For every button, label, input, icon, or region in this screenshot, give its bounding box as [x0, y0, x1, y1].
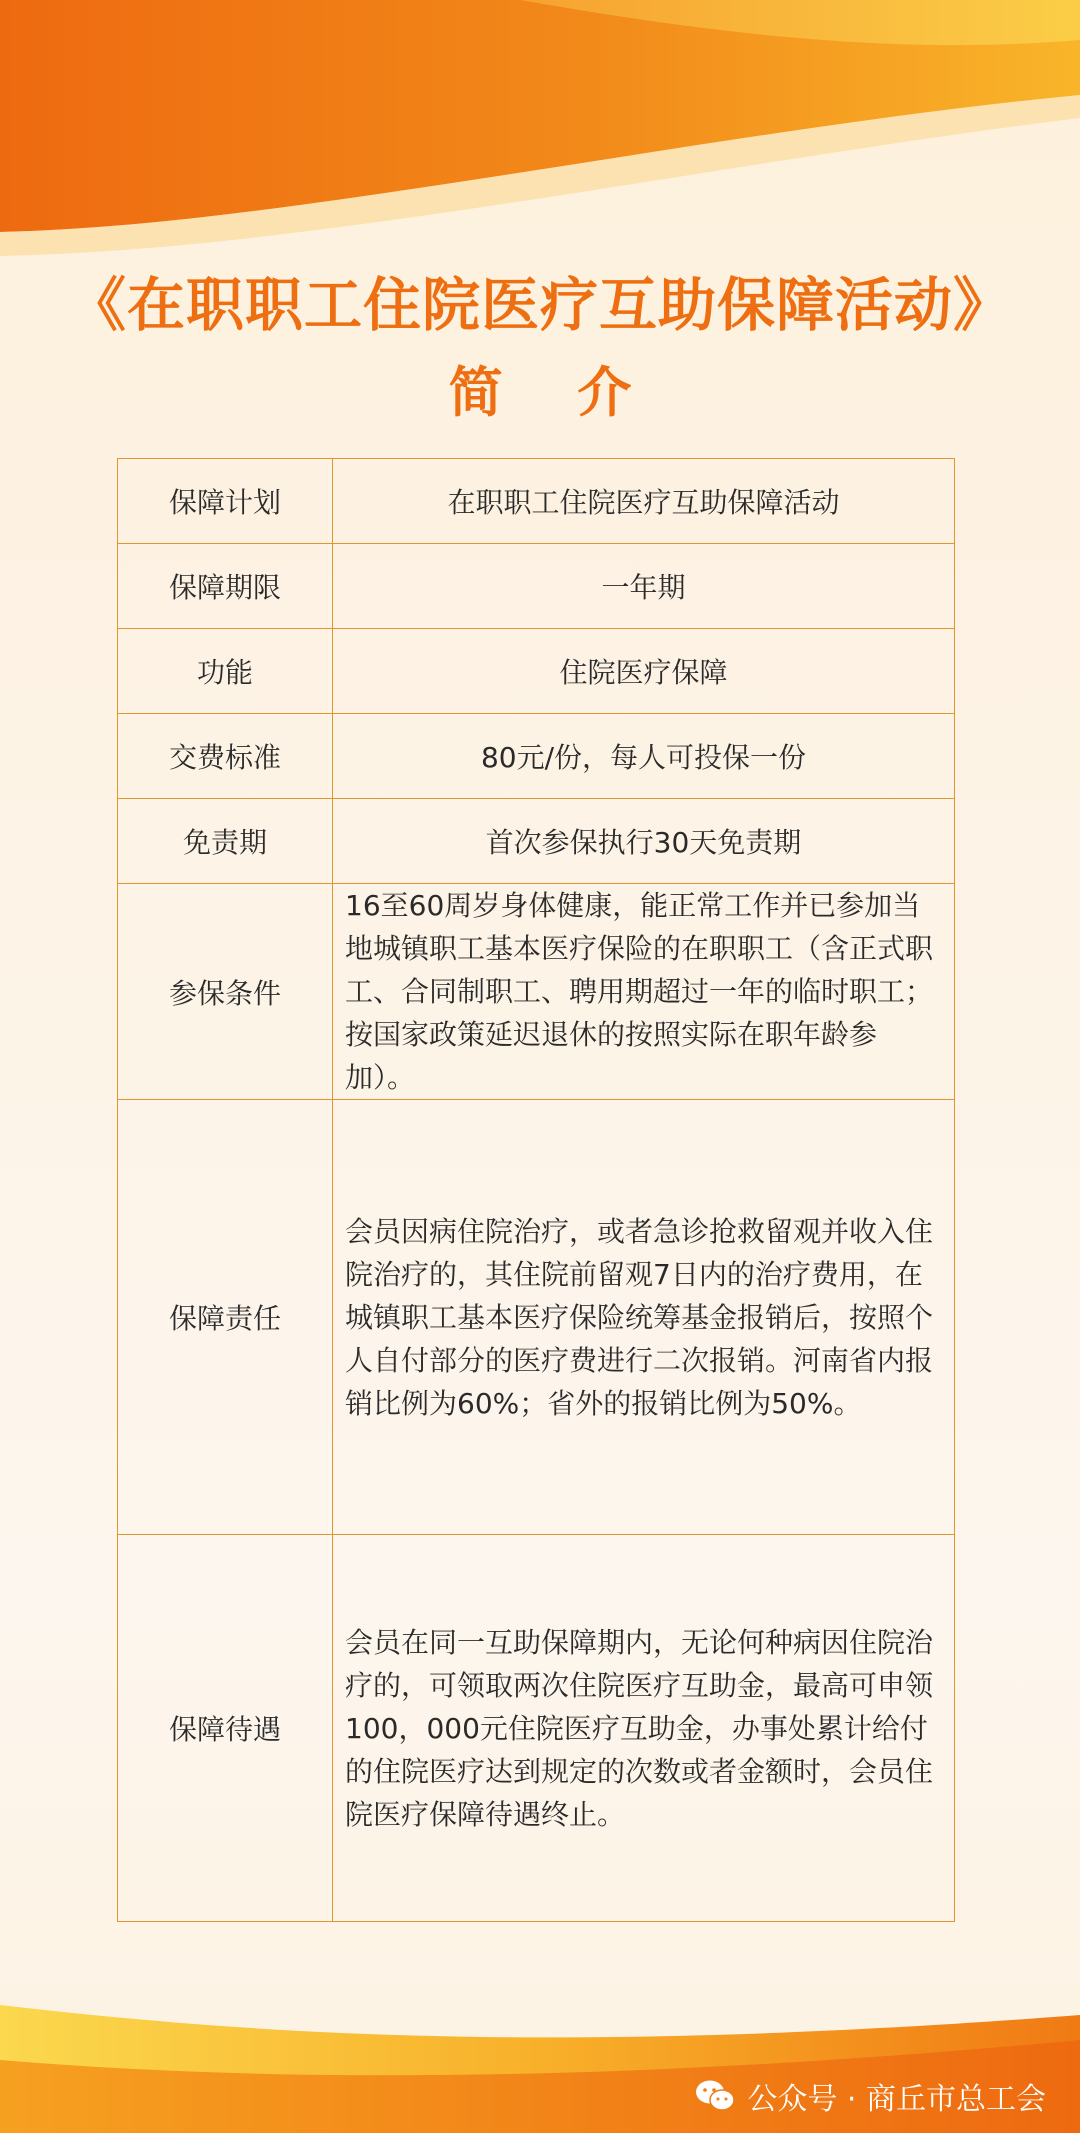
- row-key: 参保条件: [118, 884, 333, 1100]
- info-table: [117, 458, 955, 1922]
- row-key: 功能: [118, 629, 333, 714]
- row-key: 免责期: [118, 799, 333, 884]
- row-value: 一年期: [333, 544, 955, 629]
- footer-credit: [695, 2074, 1046, 2118]
- row-key: 保障责任: [118, 1100, 333, 1535]
- top-wave-decoration: [0, 0, 1080, 260]
- table-row: [118, 544, 955, 629]
- table-row: [118, 629, 955, 714]
- table-row: [118, 1100, 955, 1535]
- row-value: 会员在同一互助保障期内，无论何种病因住院治疗的，可领取两次住院医疗互助金，最高可申领100，000元住院医疗互助金，办事处累计给付的住院医疗达到规定的次数或者金额时，会员住院医疗保障待遇终止。: [333, 1535, 955, 1922]
- row-value: 会员因病住院治疗，或者急诊抢救留观并收入住院治疗的，其住院前留观7日内的治疗费用，在城镇职工基本医疗保险统筹基金报销后，按照个人自付部分的医疗费进行二次报销。河南省内报销比例为60%；省外的报销比例为50%。: [333, 1100, 955, 1535]
- row-value: 16至60周岁身体健康，能正常工作并已参加当地城镇职工基本医疗保险的在职职工（含正式职工、合同制职工、聘用期超过一年的临时职工；按国家政策延迟退休的按照实际在职年龄参加）。: [333, 884, 955, 1100]
- table-row: [118, 714, 955, 799]
- row-key: 交费标准: [118, 714, 333, 799]
- table-row: [118, 1535, 955, 1922]
- row-key: 保障计划: [118, 459, 333, 544]
- row-key: 保障期限: [118, 544, 333, 629]
- page-title: 《在职职工住院医疗互助保障活动》: [67, 271, 1012, 339]
- page-subtitle: 简 介: [448, 361, 660, 424]
- row-key: 保障待遇: [118, 1535, 333, 1922]
- row-value: 住院医疗保障: [333, 629, 955, 714]
- table-row: [118, 459, 955, 544]
- row-value: 在职职工住院医疗互助保障活动: [333, 459, 955, 544]
- row-value: 80元/份，每人可投保一份: [333, 714, 955, 799]
- wechat-icon: [695, 2079, 735, 2113]
- row-value: 首次参保执行30天免责期: [333, 799, 955, 884]
- table-row: [118, 799, 955, 884]
- table-row: [118, 884, 955, 1100]
- footer-text: 公众号 · 商丘市总工会: [747, 2082, 1046, 2117]
